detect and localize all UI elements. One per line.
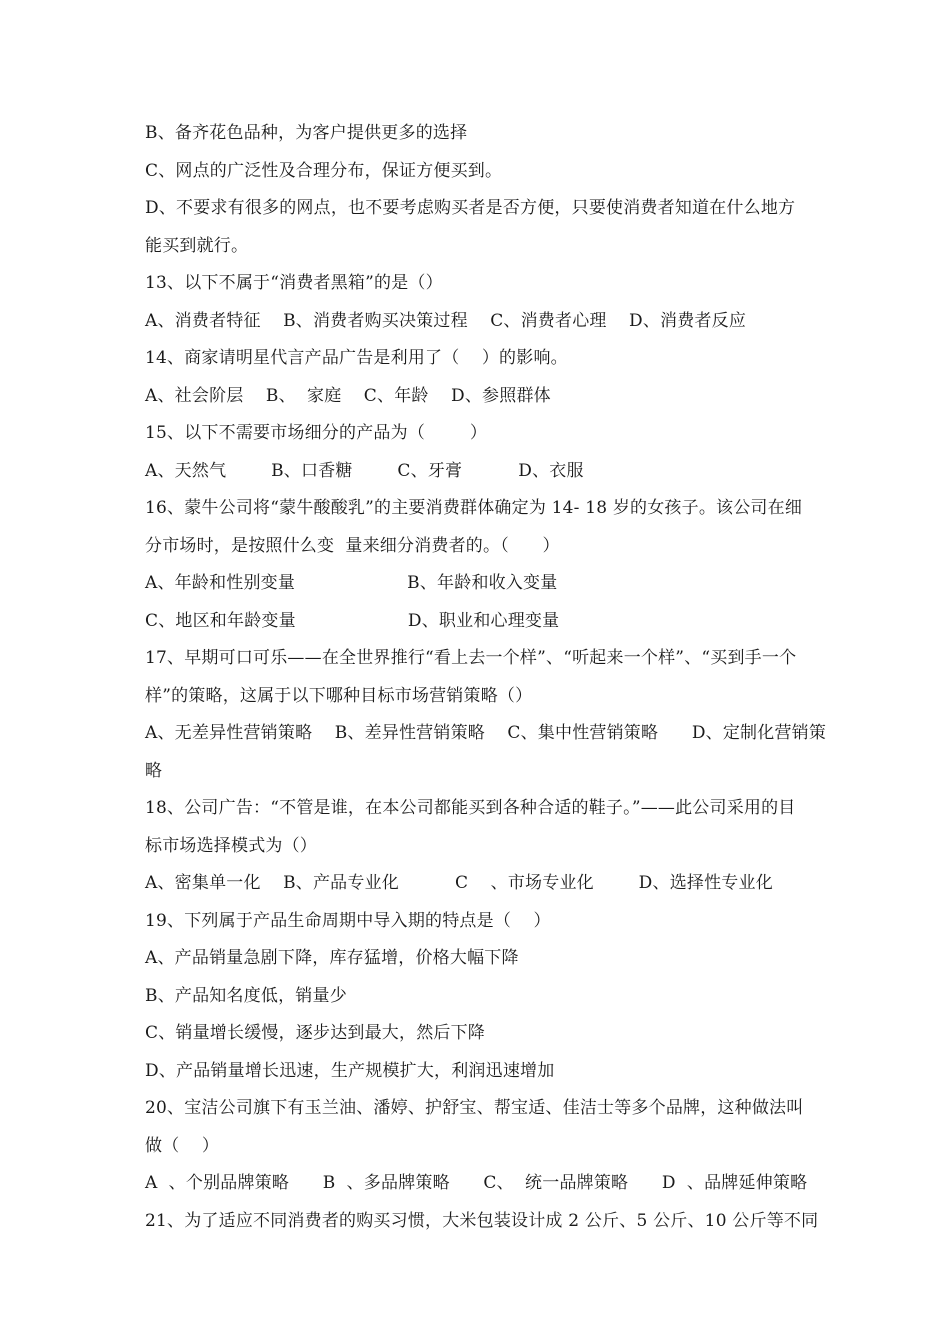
text-line: C、网点的广泛性及合理分布，保证方便买到。	[145, 160, 503, 181]
question-18: 18、公司广告：“不管是谁，在本公司都能买到各种合适的鞋子。”——此公司采用的目	[145, 798, 796, 818]
question-17-options: A、无差异性营销策略 B、差异性营销策略 C、集中性营销策略 D、定制化营销策	[145, 723, 827, 743]
question-17: 17、早期可口可乐——在全世界推行“看上去一个样”、“听起来一个样”、“买到手一个	[145, 648, 797, 668]
question-16: 16、蒙牛公司将“蒙牛酸酸乳”的主要消费群体确定为 14- 18 岁的女孩子。该公司在细	[145, 498, 803, 518]
question-18-cont: 标市场选择模式为（）	[145, 835, 317, 856]
question-15: 15、以下不需要市场细分的产品为（ ）	[145, 423, 488, 443]
question-19-option-c: C、销量增长缓慢，逐步达到最大，然后下降	[145, 1023, 486, 1043]
question-19-option-d: D、产品销量增长迅速，生产规模扩大，利润迅速增加	[145, 1060, 555, 1081]
question-19-option-b: B、产品知名度低，销量少	[145, 985, 347, 1006]
question-15-options: A、天然气 B、口香糖 C、牙膏 D、衣服	[145, 460, 584, 481]
question-17-options-cont: 略	[145, 760, 163, 781]
question-16-cont: 分市场时，是按照什么变 量来细分消费者的。（ ）	[145, 535, 560, 556]
question-16-options-ab: A、年龄和性别变量 B、年龄和收入变量	[145, 573, 558, 593]
question-18-options: A、密集单一化 B、产品专业化 C 、市场专业化 D、选择性专业化	[145, 873, 773, 893]
text-line: D、不要求有很多的网点，也不要考虑购买者是否方便，只要使消费者知道在什么地方	[145, 198, 796, 218]
question-21: 21、为了适应不同消费者的购买习惯，大米包装设计成 2 公斤、5 公斤、10 公斤等不同	[145, 1210, 819, 1231]
question-16-options-cd: C、地区和年龄变量 D、职业和心理变量	[145, 610, 560, 631]
question-19-option-a: A、产品销量急剧下降，库存猛增，价格大幅下降	[145, 948, 519, 968]
question-20-cont: 做（ ）	[145, 1135, 220, 1156]
question-20: 20、宝洁公司旗下有玉兰油、潘婷、护舒宝、帮宝适、佳洁士等多个品牌，这种做法叫	[145, 1098, 804, 1118]
question-13-options: A、消费者特征 B、消费者购买决策过程 C、消费者心理 D、消费者反应	[145, 310, 747, 331]
question-19: 19、下列属于产品生命周期中导入期的特点是（ ）	[145, 910, 551, 931]
question-17-cont: 样”的策略，这属于以下哪种目标市场营销策略（）	[145, 685, 533, 706]
text-line: 能买到就行。	[145, 235, 249, 256]
text-line: B、备齐花色品种，为客户提供更多的选择	[145, 123, 468, 143]
text-lines	[145, 118, 827, 1243]
question-14-options: A、社会阶层 B、 家庭 C、年龄 D、参照群体	[145, 385, 551, 406]
question-20-options: A 、个别品牌策略 B 、多品牌策略 C、 统一品牌策略 D 、品牌延伸策略	[145, 1173, 808, 1193]
question-13: 13、以下不属于“消费者黑箱”的是（）	[145, 273, 443, 293]
question-14: 14、商家请明星代言产品广告是利用了（ ）的影响。	[145, 348, 568, 368]
